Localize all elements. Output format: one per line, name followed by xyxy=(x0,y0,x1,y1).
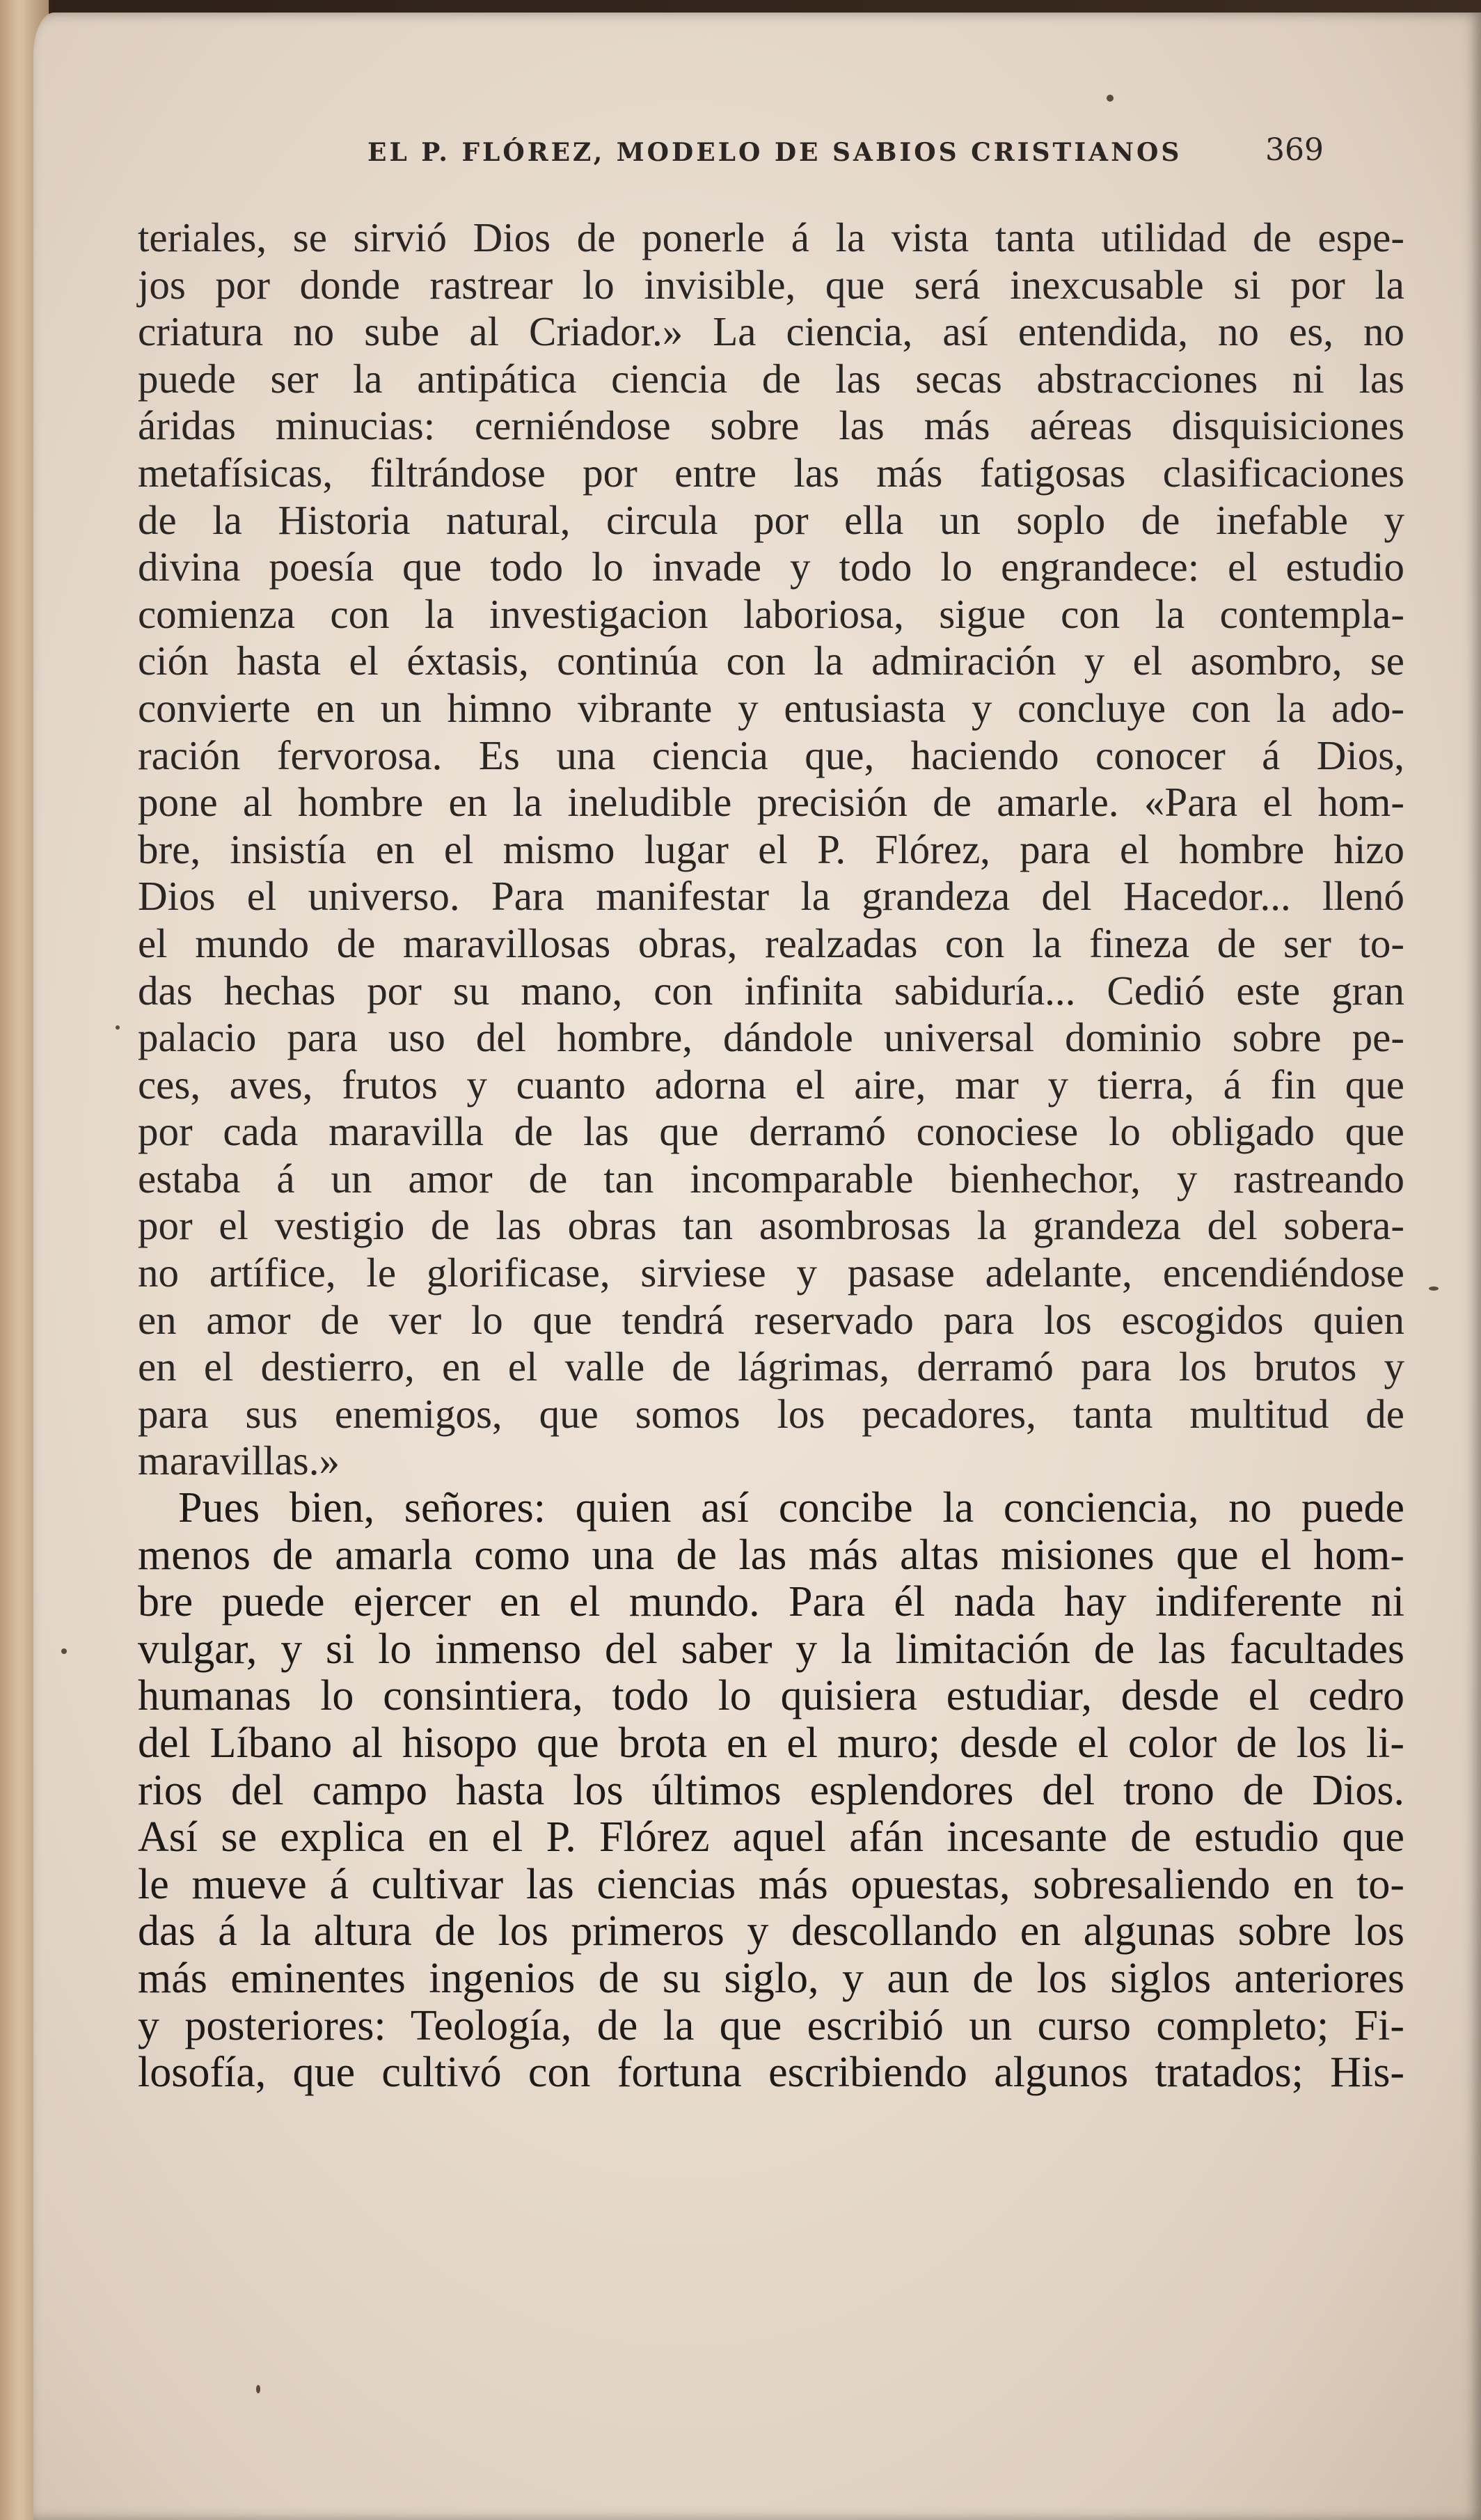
text-line: convierte en un himno vibrante y entusiasta y concluye con la ado- xyxy=(138,684,1404,731)
text-line: teriales, se sirvió Dios de ponerle á la vista tanta utilidad de espe- xyxy=(138,214,1404,260)
page-header xyxy=(367,131,1342,180)
text-line: más eminentes ingenios de su siglo, y aun de los siglos anteriores xyxy=(138,1954,1404,2002)
text-line: menos de amarla como una de las más altas misiones que el hom- xyxy=(138,1531,1404,1579)
text-line: de la Historia natural, circula por ella un soplo de inefable y xyxy=(138,496,1404,543)
text-line: rios del campo hasta los últimos esplendores del trono de Dios. xyxy=(138,1766,1404,1814)
page-number: 369 xyxy=(1265,132,1324,168)
text-line: bre puede ejercer en el mundo. Para él nada hay indiferente ni xyxy=(138,1578,1404,1626)
paragraph-first-line: Pues bien, señores: quien así concibe la conciencia, no puede xyxy=(178,1484,1404,1532)
book-page xyxy=(33,13,1481,2520)
ink-speck xyxy=(1429,1286,1439,1291)
text-line: el mundo de maravillosas obras, realzadas con la fineza de ser to- xyxy=(138,920,1404,966)
text-line: no artífice, le glorificase, sirviese y pasase adelante, encendiéndose xyxy=(138,1250,1404,1296)
text-line: para sus enemigos, que somos los pecadores, tanta multitud de xyxy=(138,1390,1404,1437)
text-line: maravillas.» xyxy=(138,1438,340,1484)
text-line: del Líbano al hisopo que brota en el muro; desde el color de los li- xyxy=(138,1719,1404,1767)
text-line: ración fervorosa. Es una ciencia que, haciendo conocer á Dios, xyxy=(138,732,1404,778)
text-line: puede ser la antipática ciencia de las secas abstracciones ni las xyxy=(138,355,1404,402)
text-line: por cada maravilla de las que derramó conociese lo obligado que xyxy=(138,1108,1404,1155)
text-line: áridas minucias: cerniéndose sobre las más aéreas disquisiciones xyxy=(138,402,1404,449)
text-line: vulgar, y si lo inmenso del saber y la limitación de las facultades xyxy=(138,1625,1404,1673)
text-line: ción hasta el éxtasis, continúa con la admiración y el asombro, se xyxy=(138,638,1404,684)
text-line: criatura no sube al Criador.» La ciencia, así entendida, no es, no xyxy=(138,308,1404,355)
text-line: por el vestigio de las obras tan asombrosas la grandeza del sobera- xyxy=(138,1202,1404,1249)
text-line: humanas lo consintiera, todo lo quisiera estudiar, desde el cedro xyxy=(138,1672,1404,1720)
ink-speck xyxy=(256,2385,260,2393)
text-line: y posteriores: Teología, de la que escribió un curso completo; Fi- xyxy=(138,2001,1404,2049)
text-line: le mueve á cultivar las ciencias más opuestas, sobresaliendo en to- xyxy=(138,1860,1404,1908)
text-line: en amor de ver lo que tendrá reservado para los escogidos quien xyxy=(138,1296,1404,1343)
text-line: Así se explica en el P. Flórez aquel afán incesante de estudio que xyxy=(138,1813,1404,1861)
ink-speck xyxy=(1107,95,1114,102)
running-head: EL P. FLÓREZ, MODELO DE SABIOS CRISTIANOS xyxy=(367,138,1182,167)
text-line: en el destierro, en el valle de lágrimas, derramó para los brutos y xyxy=(138,1344,1404,1390)
text-line: das hechas por su mano, con infinita sabiduría... Cedió este gran xyxy=(138,967,1404,1014)
ink-speck xyxy=(61,1648,67,1654)
text-line: das á la altura de los primeros y descollando en algunas sobre los xyxy=(138,1907,1404,1955)
text-line: Dios el universo. Para manifestar la grandeza del Hacedor... llenó xyxy=(138,873,1404,920)
text-line: estaba á un amor de tan incomparable bienhechor, y rastreando xyxy=(138,1155,1404,1202)
text-line: bre, insistía en el mismo lugar el P. Flórez, para el hombre hizo xyxy=(138,826,1404,872)
text-line: divina poesía que todo lo invade y todo lo engrandece: el estudio xyxy=(138,544,1404,590)
text-line: ces, aves, frutos y cuanto adorna el aire, mar y tierra, á fin que xyxy=(138,1061,1404,1108)
text-line: losofía, que cultivó con fortuna escribiendo algunos tratados; His- xyxy=(138,2049,1404,2097)
text-line: comienza con la investigacion laboriosa, sigue con la contempla- xyxy=(138,590,1404,637)
text-line: jos por donde rastrear lo invisible, que será inexcusable si por la xyxy=(138,261,1404,308)
body-text xyxy=(138,214,1404,2097)
text-line: metafísicas, filtrándose por entre las más fatigosas clasificaciones xyxy=(138,449,1404,496)
ink-speck xyxy=(116,1025,120,1030)
text-line: pone al hombre en la ineludible precisión de amarle. «Para el hom- xyxy=(138,779,1404,826)
text-line: palacio para uso del hombre, dándole universal dominio sobre pe- xyxy=(138,1014,1404,1061)
